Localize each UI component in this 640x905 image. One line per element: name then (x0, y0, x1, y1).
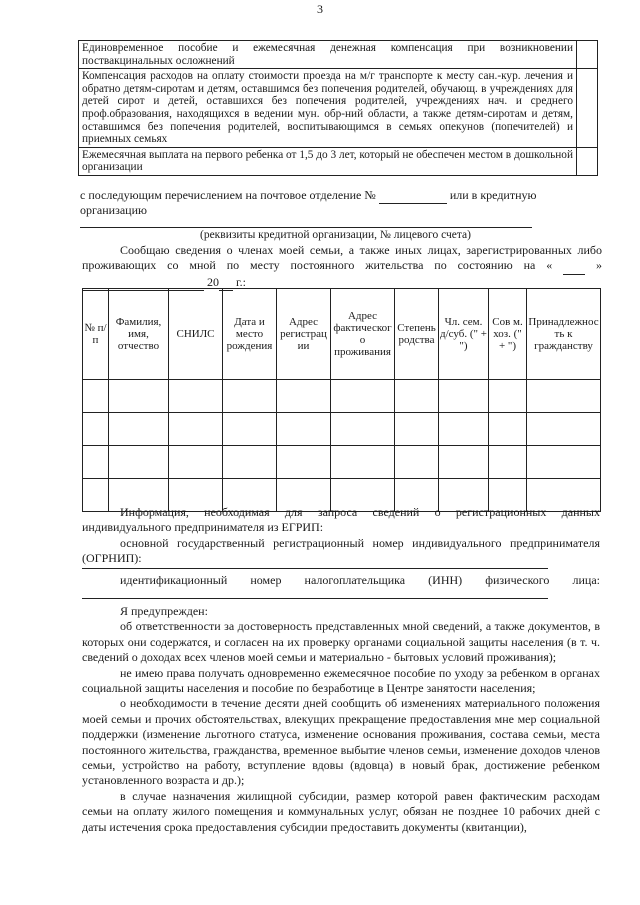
column-header: Принадлежность к гражданству (527, 289, 601, 380)
benefit-checkbox[interactable] (577, 147, 598, 175)
inn-label: идентификационный номер налогоплательщика (ИНН) физического лица: (120, 573, 600, 587)
benefit-checkbox[interactable] (577, 41, 598, 69)
benefit-row (79, 69, 598, 148)
column-header: Фамилия, имя, отчество (109, 289, 169, 380)
table-cell[interactable] (223, 413, 277, 446)
table-row (83, 413, 601, 446)
table-cell[interactable] (489, 413, 527, 446)
table-cell[interactable] (277, 446, 331, 479)
warnings-title: Я предупрежден: (120, 604, 208, 618)
table-cell[interactable] (223, 380, 277, 413)
table-cell[interactable] (109, 446, 169, 479)
column-header: Адрес регистрации (277, 289, 331, 380)
column-header: Чл. сем. д/суб. (" + ") (439, 289, 489, 380)
table-cell[interactable] (109, 380, 169, 413)
transfer-prefix: с последующим перечислением на почтовое отделение № (80, 188, 376, 202)
table-cell[interactable] (395, 446, 439, 479)
table-cell[interactable] (169, 413, 223, 446)
table-cell[interactable] (439, 413, 489, 446)
year-suffix: г.: (236, 274, 246, 289)
table-cell[interactable] (277, 380, 331, 413)
warnings-section (82, 604, 600, 835)
warning-item: о необходимости в течение десяти дней сообщить об изменениях материального положения моей семьи и прочих обстоятельствах, влекущих прекращение предоставления мне мер социальной поддержки (изменение льготного статуса, изменение основания проживания, состава семьи, места постоянного жительства, гражданства, временное выбытие членов семьи, изменение доходов членов семьи, устройство на работу, вступление вдовы (вдовца) в новый брак, достижение ребенком установленного возраста и др.); (82, 696, 600, 788)
warning-item: в случае назначения жилищной субсидии, размер которой равен фактическим расходам семьи на оплату жилого помещения и коммунальных услуг, обязан не позднее 10 рабочих дней с даты истечения срока предоставления субсидии предоставить документы (квитанции), (82, 788, 600, 834)
benefit-description: Компенсация расходов на оплату стоимости проезда на м/г транспорте к месту сан.-кур. лечения и обратно детям-сиротам и детям, оставшимся без попечения родителей, обучающ. в учреждениях для детей сирот и детей, оставшихся без попечения родителей, учреждениях нач. и среднего проф.образования, находящихся в ведении мун. обр-ний области, а также детям-сиротам и детям, оставшимся без попечения родителей, воспитывающимся в семьях опекунов (попечителей) и приемных семьях (79, 69, 577, 148)
column-header: № п/п (83, 289, 109, 380)
warning-item: не имею права получать одновременно ежемесячное пособие по уходу за ребенком в органах социальной защиты населения и пособие по безработице в Центре занятости населения; (82, 665, 600, 696)
ogrnip-label: основной государственный регистрационный номер индивидуального предпринимателя (ОГРНИП): (82, 536, 600, 566)
quote-close: » (596, 258, 603, 273)
column-header: СНИЛС (169, 289, 223, 380)
quote-open: « (546, 258, 553, 273)
table-cell[interactable] (331, 413, 395, 446)
table-cell[interactable] (527, 380, 601, 413)
table-cell[interactable] (83, 380, 109, 413)
table-cell[interactable] (489, 380, 527, 413)
transfer-line (80, 188, 600, 204)
egrip-intro: Информация, необходимая для запроса сведений о регистрационных данных индивидуального предпринимателя из ЕГРИП: (82, 505, 600, 535)
table-cell[interactable] (331, 446, 395, 479)
benefit-row (79, 41, 598, 69)
transfer-org-label: организацию (80, 203, 147, 217)
inn-field[interactable] (82, 598, 548, 599)
benefit-description: Единовременное пособие и ежемесячная денежная компенсация при возникновении поствакцинальных осложнений (79, 41, 577, 69)
post-office-field[interactable] (379, 188, 447, 204)
column-header: Адрес фактического проживания (331, 289, 395, 380)
table-cell[interactable] (83, 446, 109, 479)
year-prefix: 20 (207, 274, 219, 289)
page-number: 3 (317, 2, 323, 16)
benefits-table (78, 40, 598, 176)
column-header: Степень родства (395, 289, 439, 380)
family-intro: Сообщаю сведения о членах моей семьи, а также иных лицах, зарегистрированных либо проживающих со мной по месту постоянного жительства по состоянию на « » 20 г.: (82, 243, 602, 291)
table-cell[interactable] (395, 380, 439, 413)
bank-details-field[interactable] (80, 227, 532, 228)
benefit-row (79, 147, 598, 175)
transfer-middle: или в кредитную (449, 188, 537, 202)
benefit-description: Ежемесячная выплата на первого ребенка от 1,5 до 3 лет, который не обеспечен местом в дошкольной организации (79, 147, 577, 175)
table-cell[interactable] (83, 413, 109, 446)
table-cell[interactable] (169, 446, 223, 479)
warning-item: об ответственности за достоверность представленных мной сведений, а также документов, в которых они содержатся, и согласен на их проверку органами социальной защиты населения (в т. ч. сведений о доходах всех членов моей семьи и материально - бытовых условий проживания); (82, 619, 600, 665)
table-cell[interactable] (109, 413, 169, 446)
table-cell[interactable] (277, 413, 331, 446)
table-cell[interactable] (527, 413, 601, 446)
bank-details-caption: (реквизиты кредитной организации, № лицевого счета) (200, 229, 471, 241)
table-row (83, 380, 601, 413)
table-cell[interactable] (169, 380, 223, 413)
family-members-table (82, 288, 601, 512)
table-cell[interactable] (395, 413, 439, 446)
column-header: Дата и место рождения (223, 289, 277, 380)
table-cell[interactable] (439, 380, 489, 413)
table-cell[interactable] (223, 446, 277, 479)
ogrnip-field[interactable] (82, 568, 548, 569)
table-cell[interactable] (489, 446, 527, 479)
table-row (83, 446, 601, 479)
table-cell[interactable] (331, 380, 395, 413)
table-cell[interactable] (527, 446, 601, 479)
column-header: Сов м. хоз. (" + ") (489, 289, 527, 380)
table-cell[interactable] (439, 446, 489, 479)
day-field[interactable] (563, 258, 585, 274)
benefit-checkbox[interactable] (577, 69, 598, 148)
